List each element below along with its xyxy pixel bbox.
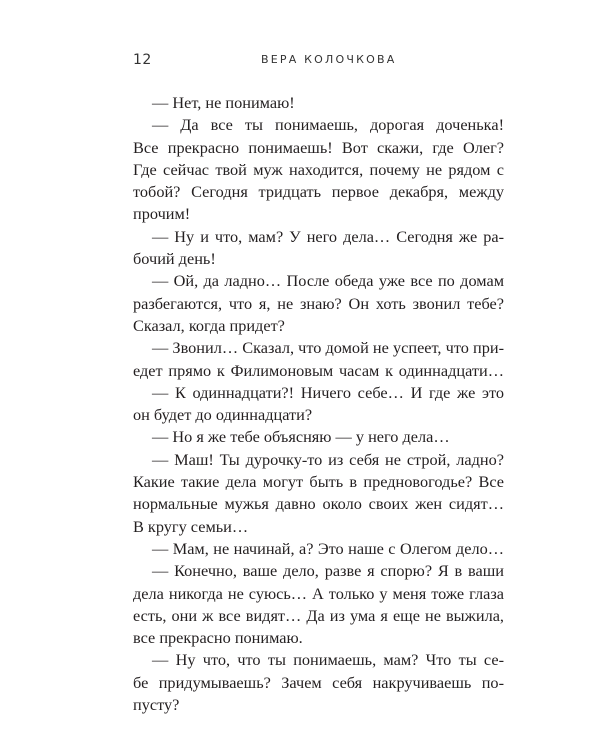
text-line: В кругу семьи… [133, 516, 249, 536]
text-line: — Маш! Ты дурочку-то из себя не строй, ладно? [152, 449, 504, 469]
text-line: разбегаются, что я, не знаю? Он хоть звонил тебе? [133, 293, 504, 313]
page-header [133, 52, 501, 74]
text-line: Сказал, когда придет? [133, 315, 285, 335]
page-number: 12 [133, 52, 152, 68]
text-line: — Но я же тебе объясняю — у него дела… [152, 427, 450, 447]
text-line: Какие такие дела могут быть в предновогодье? Все [133, 472, 504, 492]
text-line: все прекрасно понимаю. [133, 628, 303, 648]
running-head-author: ВЕРА КОЛОЧКОВА [261, 53, 397, 66]
text-line: пусту? [133, 695, 180, 715]
text-line: бочий день! [133, 249, 216, 269]
body-text [133, 92, 504, 716]
text-line: Все прекрасно понимаешь! Вот скажи, где Олег? [133, 137, 504, 157]
text-line: он будет до одиннадцати? [133, 405, 313, 425]
text-line: нормальные мужья давно около своих жен сидят… [133, 494, 504, 514]
text-line: есть, они ж все видят… Да из ума я еще не выжила, [133, 605, 504, 625]
text-line: — Нет, не понимаю! [152, 93, 295, 112]
text-line: — Ну что, что ты понимаешь, мам? Что ты се- [152, 650, 504, 670]
text-line: — К одиннадцати?! Ничего себе… И где же это [152, 382, 504, 402]
text-line: — Да все ты понимаешь, дорогая доченька! [152, 115, 504, 135]
text-line: прочим! [133, 204, 191, 224]
text-line: тобой? Сегодня тридцать первое декабря, между [133, 182, 504, 202]
text-line: — Ой, да ладно… После обеда уже все по домам [152, 271, 504, 291]
text-line: — Ну и что, мам? У него дела… Сегодня же ра- [152, 226, 504, 246]
text-line: едет прямо к Филимоновым часам к одиннадцати… [133, 360, 504, 380]
text-line: — Конечно, ваше дело, разве я спорю? Я в ваши [152, 561, 504, 581]
text-line: Где сейчас твой муж находится, почему не рядом с [133, 159, 504, 179]
text-line: бе придумываешь? Зачем себя накручиваешь по- [133, 672, 504, 692]
text-line: — Мам, не начинай, а? Это наше с Олегом дело… [152, 538, 504, 558]
text-line: — Звонил… Сказал, что домой не успеет, что при- [152, 338, 504, 358]
text-line: дела никогда не суюсь… А только у меня тоже глаза [133, 583, 504, 603]
